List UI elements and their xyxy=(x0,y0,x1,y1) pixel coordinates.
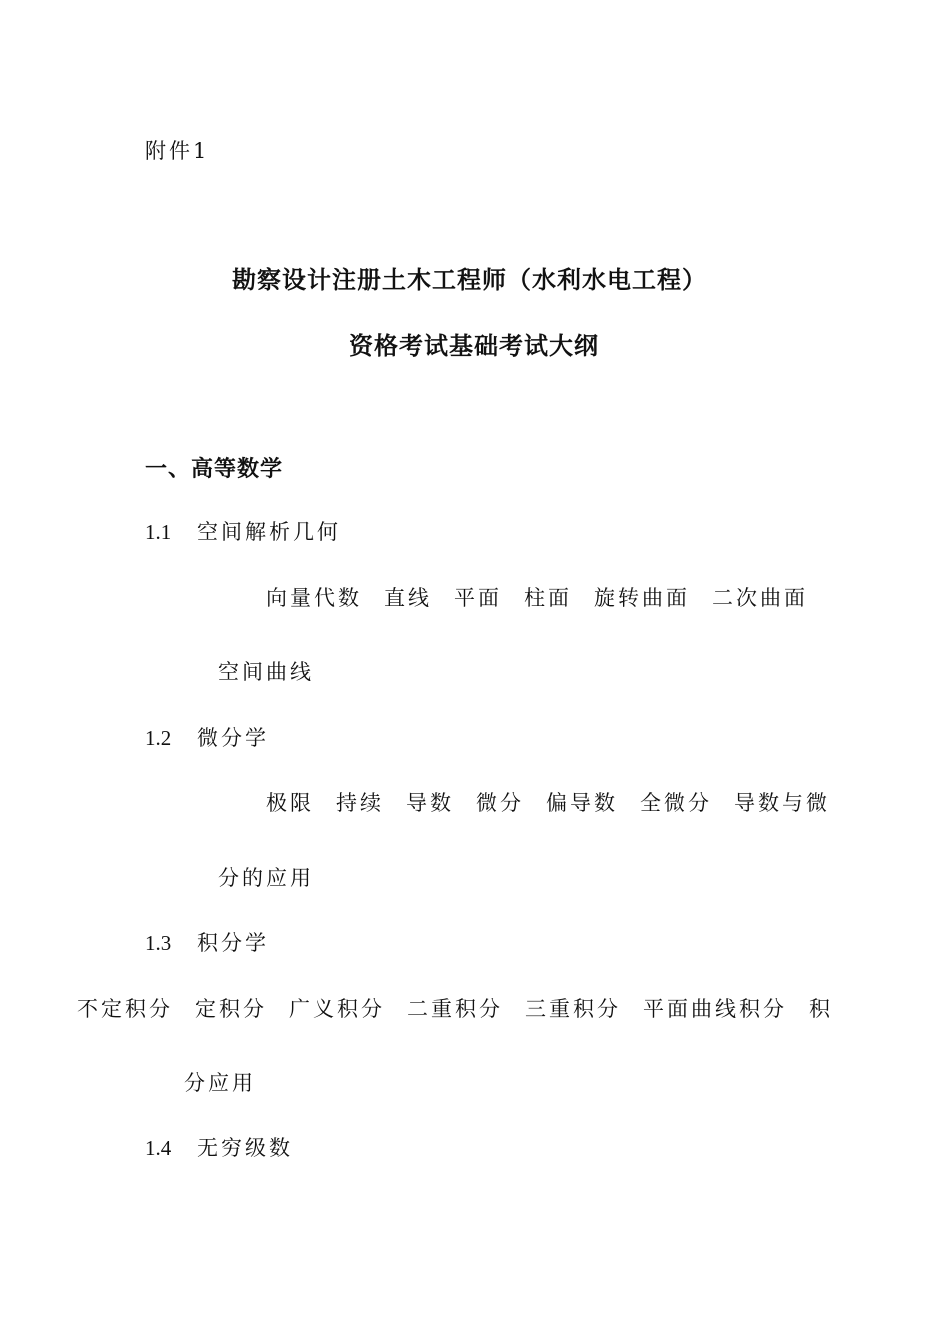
subsection-1-2-topics-continued: 分的应用 xyxy=(218,866,314,890)
topic: 定积分 xyxy=(195,997,267,1021)
topic: 向量代数 xyxy=(266,586,362,610)
subsection-number: 1.1 xyxy=(145,520,172,544)
topic: 极限 xyxy=(266,791,314,815)
subsection-number: 1.3 xyxy=(145,931,172,955)
subsection-1-2-topics xyxy=(266,793,830,814)
subsection-1-3-topics-continued: 分应用 xyxy=(184,1071,256,1095)
attachment-label: 附件1 xyxy=(145,139,210,163)
section-heading-advanced-math: 一、高等数学 xyxy=(145,457,284,482)
topic: 二重积分 xyxy=(407,997,503,1021)
document-title-line-2: 资格考试基础考试大纲 xyxy=(349,332,599,360)
subsection-title: 空间解析几何 xyxy=(197,520,341,544)
subsection-1-1-topics-continued: 空间曲线 xyxy=(218,660,314,684)
topic: 全微分 xyxy=(640,791,712,815)
topic: 柱面 xyxy=(524,586,572,610)
subsection-title: 微分学 xyxy=(197,726,269,750)
topic: 平面 xyxy=(454,586,502,610)
topic: 直线 xyxy=(384,586,432,610)
topic: 积 xyxy=(809,997,833,1021)
topic: 广义积分 xyxy=(289,997,385,1021)
subsection-1-4-heading xyxy=(145,1138,293,1159)
topic: 不定积分 xyxy=(77,997,173,1021)
topic: 导数与微 xyxy=(734,791,830,815)
subsection-1-1-topics xyxy=(266,588,808,609)
subsection-1-1-heading xyxy=(145,522,341,543)
document-title-line-1: 勘察设计注册土木工程师（水利水电工程） xyxy=(232,266,707,294)
topic: 偏导数 xyxy=(546,791,618,815)
subsection-number: 1.2 xyxy=(145,726,172,750)
subsection-title: 积分学 xyxy=(197,931,269,955)
subsection-number: 1.4 xyxy=(145,1136,172,1160)
subsection-1-3-topics xyxy=(77,999,833,1020)
topic: 导数 xyxy=(406,791,454,815)
topic: 持续 xyxy=(336,791,384,815)
subsection-title: 无穷级数 xyxy=(197,1136,293,1160)
topic: 平面曲线积分 xyxy=(643,997,787,1021)
topic: 二次曲面 xyxy=(712,586,808,610)
subsection-1-3-heading xyxy=(145,933,269,954)
topic: 旋转曲面 xyxy=(594,586,690,610)
subsection-1-2-heading xyxy=(145,728,269,749)
topic: 微分 xyxy=(476,791,524,815)
topic: 三重积分 xyxy=(525,997,621,1021)
